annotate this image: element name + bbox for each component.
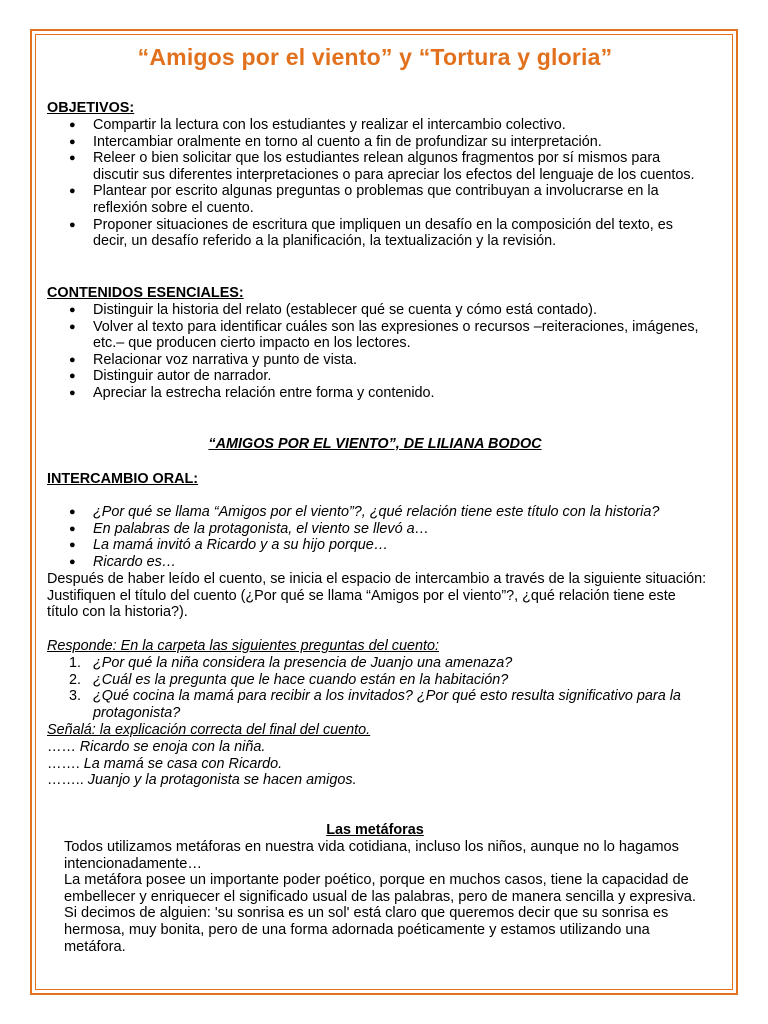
list-item: ● Volver al texto para identificar cuáles son las expresiones o recursos –reiteraciones, imágenes, etc.– que producen cierto impacto en los lectores.	[47, 319, 707, 352]
list-item: ● Intercambiar oralmente en torno al cuento a fin de profundizar su interpretación.	[47, 134, 707, 151]
list-item: ● En palabras de la protagonista, el viento se llevó a…	[47, 521, 707, 538]
intercambio-paragraph: Después de haber leído el cuento, se inicia el espacio de intercambio a través de la siguiente situación: Justifiquen el título del cuento (¿Por qué se llama “Amigos por el viento”?, ¿qué relación tiene este título con la historia?).	[47, 571, 707, 621]
paragraph: Si decimos de alguien: 'su sonrisa es un sol' está claro que queremos decir que su sonrisa es hermosa, muy bonita, pero de una forma adornada poéticamente y estamos utilizando una metáfora.	[64, 905, 669, 955]
list-item: ● Proponer situaciones de escritura que impliquen un desafío en la composición del texto, es decir, un desafío referido a la planificación, la textualización y la revisión.	[47, 217, 707, 250]
list-item: 3. ¿Qué cocina la mamá para recibir a los invitados? ¿Por qué esto resulta significativo para la protagonista?	[69, 688, 681, 721]
list-item: ● Plantear por escrito algunas preguntas o problemas que contribuyan a involucrarse en la reflexión sobre el cuento.	[47, 183, 707, 216]
list-item: ● ¿Por qué se llama “Amigos por el viento”?, ¿qué relación tiene este título con la historia?	[47, 504, 707, 521]
metaforas-text	[64, 839, 714, 955]
list-item: ● Distinguir autor de narrador.	[47, 368, 707, 385]
list-item: ● La mamá invitó a Ricardo y a su hijo porque…	[47, 537, 707, 554]
paragraph: Todos utilizamos metáforas en nuestra vida cotidiana, incluso los niños, aunque no lo hagamos intencionadamente…	[64, 839, 679, 872]
list-item: 1. ¿Por qué la niña considera la presencia de Juanjo una amenaza?	[69, 655, 513, 671]
contenidos-heading: CONTENIDOS ESENCIALES:	[47, 285, 244, 301]
answer-option[interactable]: …….. Juanjo y la protagonista se hacen amigos.	[47, 772, 357, 789]
contenidos-list	[47, 302, 707, 402]
list-item: ● Relacionar voz narrativa y punto de vista.	[47, 352, 707, 369]
answer-option[interactable]: …… Ricardo se enoja con la niña.	[47, 739, 266, 755]
list-item: ● Releer o bien solicitar que los estudiantes relean algunos fragmentos por sí mismos para discutir sus diferentes interpretaciones o para apreciar los efectos del lenguaje de los cuentos.	[47, 150, 707, 183]
objetivos-heading: OBJETIVOS:	[47, 100, 135, 116]
senala-heading: Señalá: la explicación correcta del final del cuento.	[47, 722, 371, 738]
list-item: ● Distinguir la historia del relato (establecer qué se cuenta y cómo está contado).	[47, 302, 707, 319]
list-item: ● Compartir la lectura con los estudiantes y realizar el intercambio colectivo.	[47, 117, 707, 134]
responde-questions	[47, 655, 707, 721]
intercambio-heading: INTERCAMBIO ORAL:	[47, 471, 199, 487]
answer-option[interactable]: ……. La mamá se casa con Ricardo.	[47, 755, 283, 772]
document-title: “Amigos por el viento” y “Tortura y gloria”	[137, 44, 613, 70]
responde-heading: Responde: En la carpeta las siguientes preguntas del cuento:	[47, 638, 440, 654]
list-item: 2. ¿Cuál es la pregunta que le hace cuando están en la habitación?	[69, 671, 509, 688]
intercambio-list	[47, 504, 707, 570]
senala-options	[47, 739, 709, 789]
list-item: ● Apreciar la estrecha relación entre forma y contenido.	[47, 385, 707, 402]
list-item: ● Ricardo es…	[47, 554, 707, 571]
objetivos-list	[47, 117, 707, 250]
metaforas-heading: Las metáforas	[326, 822, 424, 838]
story-section-title: “AMIGOS POR EL VIENTO”, DE LILIANA BODOC	[208, 436, 542, 452]
paragraph: La metáfora posee un importante poder poético, porque en muchos casos, tiene la capacidad de embellecer y enriquecer el significado usual de las palabras, pero de manera sencilla y expresiva.	[64, 872, 696, 905]
